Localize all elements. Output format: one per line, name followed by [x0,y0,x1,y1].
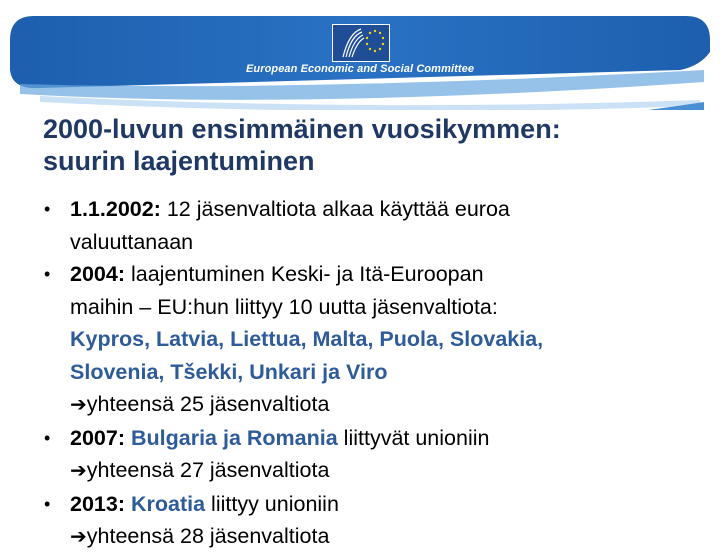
bullet-text: maihin – EU:hun liittyy 10 uutta jäsenvaltiota: [70,294,498,319]
bullet-text: liittyvät unioniin [343,425,490,450]
slide-title [43,113,683,177]
country-list: Kypros, Latvia, Liettua, Malta, Puola, Slovakia, [70,327,544,351]
bullet-text: laajentuminen Keski- ja Itä-Euroopan [130,262,484,286]
title-line-1: 2000-luvun ensimmäinen vuosikymmen: [43,114,561,144]
right-arrow-icon: ➔ [70,460,87,482]
country-list: Bulgaria ja Romania [130,425,338,450]
bullet-dot-icon: • [44,199,51,219]
title-line-2: suurin laajentuminen [43,146,315,176]
eesc-logo-icon [332,24,390,62]
country-list: Kroatia [130,491,206,516]
member-total: yhteensä 27 jäsenvaltiota [86,458,330,482]
bullet-dot-icon: • [44,427,51,448]
bullet-2004 [42,258,712,422]
bullet-year: 2004: [70,262,125,286]
right-arrow-icon: ➔ [70,394,87,416]
bullet-2002 [42,193,712,258]
bullet-2013 [42,488,712,554]
bullet-dot-icon: • [44,493,51,514]
bullet-dot-icon: • [44,264,51,284]
bullet-2007 [42,422,712,488]
org-name: European Economic and Social Committee [245,63,475,75]
right-arrow-icon: ➔ [70,526,87,548]
bullet-text: liittyy unioniin [211,491,339,516]
member-total: yhteensä 25 jäsenvaltiota [86,392,330,416]
country-list: Slovenia, Tšekki, Unkari ja Viro [70,359,388,384]
bullet-year: 1.1.2002: [70,197,161,221]
bullet-year: 2013: [70,491,125,516]
bullet-year: 2007: [70,425,125,450]
bullet-list [42,193,712,554]
member-total: yhteensä 28 jäsenvaltiota [86,524,330,548]
bullet-text: valuuttanaan [70,229,194,254]
bullet-text: 12 jäsenvaltiota alkaa käyttää euroa [166,197,510,221]
